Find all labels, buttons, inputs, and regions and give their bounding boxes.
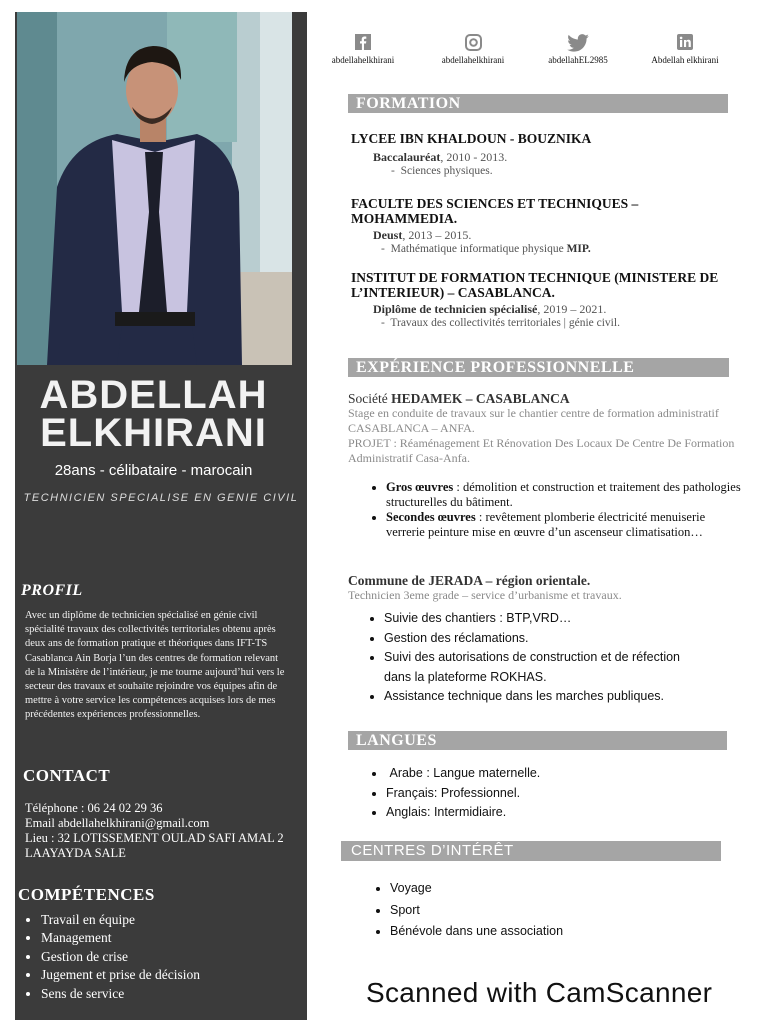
- social-linkedin[interactable]: [630, 34, 740, 65]
- social-handle: abdellahelkhirani: [441, 55, 505, 65]
- experience-item: [348, 573, 748, 707]
- contact-address: Lieu : 32 LOTISSEMENT OULAD SAFI AMAL 2 LAAYAYDA SALE: [25, 831, 284, 860]
- personal-info: 28ans - célibataire - marocain: [54, 462, 253, 479]
- competence-item: • Management: [41, 929, 200, 947]
- experience-bullet: • Gestion des réclamations.: [384, 629, 704, 649]
- degree-detail: - Sciences physiques.: [391, 165, 493, 177]
- interet-item: • Voyage: [390, 878, 563, 900]
- formation-heading: FORMATION: [348, 94, 728, 113]
- twitter-icon: [523, 34, 633, 52]
- last-name: ELKHIRANI: [40, 411, 267, 455]
- formation-item: [351, 270, 741, 329]
- sidebar: [15, 12, 307, 1020]
- facebook-icon: [308, 34, 418, 52]
- competences-list: [23, 911, 200, 1003]
- langues-heading: LANGUES: [348, 731, 727, 750]
- experience-bullet: • Suivi des autorisations de construction et de réfection dans la plateforme ROKHAS.: [384, 648, 704, 687]
- contact-email: Email abdellahelkhirani@gmail.com: [25, 816, 210, 830]
- social-twitter[interactable]: [523, 34, 633, 65]
- linkedin-icon: [630, 34, 740, 52]
- langue-item: • Anglais: Intermidiaire.: [386, 803, 540, 823]
- social-facebook[interactable]: [308, 34, 418, 65]
- interets-list: [372, 878, 563, 943]
- instagram-icon: [418, 34, 528, 52]
- langue-item: • Français: Professionnel.: [386, 784, 540, 804]
- experience-description: Stage en conduite de travaux sur le chantier centre de formation administratif CASABLANCA – ANFA.: [348, 406, 719, 435]
- scanner-watermark: Scanned with CamScanner: [366, 977, 713, 1008]
- competence-item: • Travail en équipe: [41, 911, 200, 929]
- contact-block: [25, 801, 305, 861]
- experience-bullet: • Suivie des chantiers : BTP,VRD…: [384, 609, 704, 629]
- experience-role: Technicien 3eme grade – service d’urbanisme et travaux.: [348, 588, 622, 602]
- experience-bullet: • Assistance technique dans les marches publiques.: [384, 687, 704, 707]
- profil-text: Avec un diplôme de technicien spécialisé en génie civil spécialité travaux des collectivités territoriales obtenu après deux ans de formation pratique et théoriques dans IFT-TS Casablanca Ain Borja l’un des centres de formation relevant de la Ministère de l’intérieur, je me tourne aujourd’hui vers le secteur des travaux et souhaite rejoindre vos équipes afin de mettre à votre service les compétences acquises lors de mes précédentes expériences professionnelles.: [25, 610, 285, 721]
- experience-bullets: [368, 480, 741, 540]
- experience-project: PROJET : Réaménagement Et Rénovation Des Locaux De Centre De Formation Administratif Casa-Anfa.: [348, 436, 735, 465]
- school-name: FACULTE DES SCIENCES ET TECHNIQUES – MOHAMMEDIA.: [351, 196, 639, 226]
- langues-list: [368, 764, 540, 823]
- school-name: INSTITUT DE FORMATION TECHNIQUE (MINISTERE DE L’INTERIEUR) – CASABLANCA.: [351, 270, 719, 300]
- experience-heading: EXPÉRIENCE PROFESSIONNELLE: [348, 358, 729, 377]
- school-name: LYCEE IBN KHALDOUN - BOUZNIKA: [351, 131, 592, 146]
- formation-item: [351, 131, 741, 177]
- job-title: TECHNICIEN SPECIALISE EN GENIE CIVIL: [23, 492, 299, 504]
- experience-bullets: [366, 609, 704, 707]
- interet-item: • Sport: [390, 900, 563, 922]
- degree-line: Diplôme de technicien spécialisé, 2019 – 2021.: [373, 302, 607, 316]
- contact-phone: Téléphone : 06 24 02 29 36: [25, 801, 163, 815]
- first-name: ABDELLAH: [39, 373, 268, 417]
- full-name: [15, 373, 292, 455]
- experience-bullet: • Gros œuvres : démolition et construction et traitement des pathologies structurelles du bâtiment.: [386, 480, 741, 510]
- competence-item: • Gestion de crise: [41, 948, 200, 966]
- social-handle: Abdellah elkhirani: [651, 55, 719, 65]
- experience-bullet: • Secondes œuvres : revêtement plomberie électricité menuiserie verrerie peinture mise en œuvre d’un ascenseur climatisation…: [386, 510, 741, 540]
- profile-photo: [17, 12, 292, 365]
- degree-line: Deust, 2013 – 2015.: [373, 228, 472, 242]
- degree-line: Baccalauréat, 2010 - 2013.: [373, 150, 508, 164]
- competence-item: • Sens de service: [41, 985, 200, 1003]
- langue-item: • Arabe : Langue maternelle.: [386, 764, 540, 784]
- profil-heading: PROFIL: [21, 582, 83, 599]
- social-handle: abdellahEL2985: [548, 55, 608, 65]
- contact-heading: CONTACT: [23, 766, 111, 785]
- degree-detail: - Travaux des collectivités territoriales | génie civil.: [381, 317, 620, 329]
- company-name: Société HEDAMEK – CASABLANCA: [348, 391, 570, 406]
- degree-detail: - Mathématique informatique physique MIP.: [381, 243, 591, 255]
- experience-item: [348, 391, 748, 540]
- interets-heading: CENTRES D’INTÉRÊT: [341, 841, 721, 861]
- social-handle: abdellahelkhirani: [331, 55, 395, 65]
- interet-item: • Bénévole dans une association: [390, 921, 563, 943]
- competence-item: • Jugement et prise de décision: [41, 966, 200, 984]
- competences-heading: COMPÉTENCES: [18, 885, 155, 904]
- formation-item: [351, 196, 741, 255]
- company-name: Commune de JERADA – région orientale.: [348, 573, 591, 588]
- social-instagram[interactable]: [418, 34, 528, 65]
